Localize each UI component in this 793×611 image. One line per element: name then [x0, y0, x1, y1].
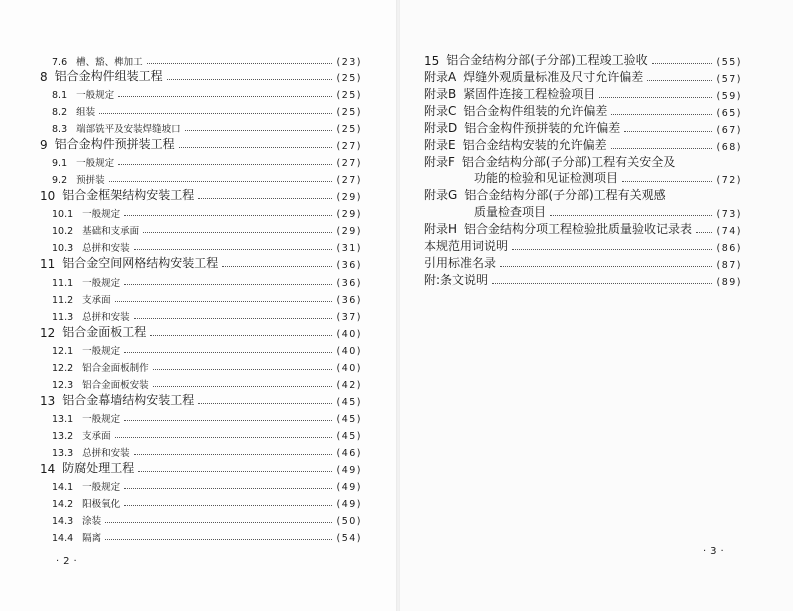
toc-dot-leader	[124, 488, 332, 489]
toc-entry	[424, 238, 742, 254]
toc-entry-title: 一般规定	[82, 209, 121, 220]
toc-dot-leader	[124, 284, 332, 285]
left-page-number: ·2·	[56, 556, 81, 567]
toc-entry-title: 涂装	[82, 516, 102, 527]
toc-dot-leader	[134, 249, 333, 250]
toc-dot-leader	[153, 369, 333, 370]
toc-entry	[424, 52, 742, 68]
toc-entry-title: 紧固件连接工程检验项目	[463, 87, 596, 101]
toc-entry-title: 铝合金构件组装的允许偏差	[463, 104, 608, 118]
toc-entry	[52, 273, 362, 289]
toc-entry-title: 组装	[76, 107, 96, 118]
toc-entry-title: 铝合金结构分部(子分部)工程竣工验收	[446, 53, 648, 67]
toc-dot-leader	[222, 266, 332, 267]
toc-entry-page: (73)	[716, 209, 742, 220]
toc-entry	[424, 103, 742, 119]
toc-entry-page: (72)	[716, 175, 742, 186]
toc-entry	[52, 341, 362, 357]
toc-entry-page: (25)	[336, 124, 362, 135]
toc-entry-page: (40)	[336, 346, 362, 357]
toc-dot-leader	[652, 63, 713, 64]
toc-dot-leader	[105, 522, 332, 523]
toc-entry-number: 8	[40, 70, 48, 84]
toc-dot-leader	[512, 249, 712, 250]
toc-entry-page: (25)	[336, 73, 362, 84]
toc-entry	[52, 238, 362, 254]
toc-entry	[52, 426, 362, 442]
toc-entry-title: 端部铣平及安装焊缝坡口	[76, 124, 181, 135]
toc-entry-page: (65)	[716, 108, 742, 119]
toc-dot-leader	[124, 352, 332, 353]
toc-dot-leader	[138, 471, 332, 472]
toc-dot-leader	[500, 266, 712, 267]
toc-entry-title: 铝合金结构安装的允许偏差	[462, 138, 607, 152]
toc-dot-leader	[134, 318, 333, 319]
toc-entry-title: 铝合金面板安装	[82, 380, 149, 391]
toc-entry	[424, 154, 742, 170]
toc-entry-title: 总拼和安装	[82, 448, 130, 459]
toc-entry-number: 15	[424, 54, 440, 68]
toc-entry-number: 14.3	[52, 516, 74, 527]
toc-entry-number: 12.2	[52, 363, 74, 374]
toc-entry-page: (27)	[336, 175, 362, 186]
toc-dot-leader	[105, 539, 332, 540]
book-gutter	[396, 0, 400, 611]
toc-dot-leader	[115, 301, 333, 302]
toc-entry-number: 附录D	[424, 121, 458, 135]
toc-entry-title: 支承面	[82, 431, 111, 442]
toc-entry-number: 11.1	[52, 278, 74, 289]
toc-entry	[424, 86, 742, 102]
toc-entry-page: (25)	[336, 90, 362, 101]
toc-entry-page: (87)	[716, 260, 742, 271]
toc-entry-title: 阳极氧化	[82, 499, 121, 510]
toc-entry	[52, 307, 362, 323]
toc-entry-number: 8.3	[52, 124, 68, 135]
toc-entry-title: 预拼装	[76, 175, 105, 186]
toc-entry	[424, 120, 742, 136]
toc-entry-number: 7.6	[52, 57, 68, 68]
toc-entry-number: 11	[40, 257, 56, 271]
toc-entry	[52, 528, 362, 544]
toc-entry-page: (25)	[336, 107, 362, 118]
toc-entry-page: (23)	[336, 57, 362, 68]
toc-entry-page: (42)	[336, 380, 362, 391]
toc-entry-number: 13.1	[52, 414, 74, 425]
toc-entry-title: 一般规定	[76, 90, 115, 101]
toc-entry-title: 铝合金框架结构安装工程	[62, 188, 195, 202]
toc-entry	[52, 153, 362, 169]
toc-entry-number: 14.2	[52, 499, 74, 510]
toc-entry	[40, 136, 362, 152]
toc-entry	[40, 392, 362, 408]
toc-entry-number: 14	[40, 462, 56, 476]
toc-dot-leader	[150, 335, 332, 336]
toc-entry	[52, 52, 362, 68]
toc-entry-number: 9.1	[52, 158, 68, 169]
toc-entry-page: (36)	[336, 295, 362, 306]
toc-entry	[424, 69, 742, 85]
toc-entry-page: (37)	[336, 312, 362, 323]
toc-entry-page: (40)	[336, 363, 362, 374]
toc-entry-page: (74)	[716, 226, 742, 237]
toc-entry-number: 13.3	[52, 448, 74, 459]
toc-dot-leader	[124, 420, 332, 421]
toc-entry	[40, 460, 362, 476]
toc-dot-leader	[118, 96, 332, 97]
toc-entry-page: (27)	[336, 141, 362, 152]
toc-entry-number: 14.4	[52, 533, 74, 544]
toc-entry-title: 基础和支承面	[82, 226, 140, 237]
toc-entry-number: 附录B	[424, 87, 457, 101]
toc-entry-page: (54)	[336, 533, 362, 544]
toc-entry-page: (29)	[336, 209, 362, 220]
toc-entry-title: 铝合金幕墙结构安装工程	[62, 393, 195, 407]
toc-entry-title: 隔离	[82, 533, 102, 544]
toc-entry	[52, 494, 362, 510]
toc-dot-leader	[134, 454, 333, 455]
toc-entry-number: 14.1	[52, 482, 74, 493]
toc-entry	[40, 255, 362, 271]
toc-entry-page: (67)	[716, 125, 742, 136]
toc-entry-title: 本规范用词说明	[424, 239, 509, 253]
toc-entry-title: 防腐处理工程	[62, 461, 135, 475]
toc-entry-title: 一般规定	[82, 414, 121, 425]
toc-entry-title: 槽、豁、榫加工	[76, 57, 143, 68]
toc-dot-leader	[599, 97, 712, 98]
toc-dot-leader	[611, 114, 712, 115]
toc-entry	[52, 221, 362, 237]
toc-entry	[424, 221, 742, 237]
toc-dot-leader	[622, 181, 712, 182]
toc-entry	[52, 290, 362, 306]
toc-dot-leader	[696, 232, 712, 233]
toc-entry-number: 12	[40, 326, 56, 340]
toc-dot-leader	[624, 131, 712, 132]
toc-entry	[424, 272, 742, 288]
toc-entry-page: (45)	[336, 397, 362, 408]
toc-entry-number: 附录H	[424, 222, 458, 236]
toc-entry-title: 附:条文说明	[424, 273, 489, 287]
toc-dot-leader	[143, 232, 332, 233]
toc-entry-title: 铝合金面板工程	[62, 325, 147, 339]
toc-entry-page: (68)	[716, 142, 742, 153]
toc-dot-leader	[115, 437, 333, 438]
toc-entry-number: 附录G	[424, 188, 458, 202]
toc-entry-title: 焊缝外观质量标准及尺寸允许偏差	[463, 70, 644, 84]
toc-entry-number: 9.2	[52, 175, 68, 186]
toc-entry-title: 一般规定	[76, 158, 115, 169]
toc-entry	[424, 255, 742, 271]
toc-dot-leader	[124, 215, 332, 216]
right-page-number: ·3·	[703, 546, 728, 557]
toc-entry-number: 10.3	[52, 243, 74, 254]
toc-entry-page: (50)	[336, 516, 362, 527]
toc-entry	[52, 204, 362, 220]
toc-entry	[40, 187, 362, 203]
toc-dot-leader	[611, 148, 713, 149]
toc-dot-leader	[198, 403, 332, 404]
toc-dot-leader	[550, 215, 712, 216]
toc-entry-title: 一般规定	[82, 482, 121, 493]
toc-entry-page: (29)	[336, 192, 362, 203]
toc-entry-number: 10.1	[52, 209, 74, 220]
toc-dot-leader	[185, 130, 333, 131]
toc-entry-page: (45)	[336, 431, 362, 442]
toc-entry-page: (55)	[716, 57, 742, 68]
toc-dot-leader	[147, 63, 333, 64]
toc-dot-leader	[167, 79, 333, 80]
toc-entry	[52, 409, 362, 425]
toc-entry-title: 一般规定	[82, 346, 121, 357]
toc-entry	[474, 204, 742, 220]
toc-entry-title: 功能的检验和见证检测项目	[474, 171, 619, 185]
toc-entry-title: 一般规定	[82, 278, 121, 289]
toc-entry	[40, 324, 362, 340]
toc-entry-number: 附录A	[424, 70, 457, 84]
toc-entry	[424, 187, 742, 203]
toc-entry	[52, 443, 362, 459]
toc-entry	[52, 511, 362, 527]
toc-entry-page: (89)	[716, 277, 742, 288]
toc-entry-page: (45)	[336, 414, 362, 425]
toc-entry-number: 8.1	[52, 90, 68, 101]
toc-entry	[52, 102, 362, 118]
toc-entry-title: 铝合金构件组装工程	[54, 69, 163, 83]
toc-entry-title: 铝合金构件预拼装的允许偏差	[464, 121, 621, 135]
toc-entry-title: 铝合金结构分项工程检验批质量验收记录表	[464, 222, 693, 236]
toc-dot-leader	[153, 386, 333, 387]
toc-dot-leader	[109, 181, 333, 182]
toc-dot-leader	[124, 505, 332, 506]
toc-entry-page: (27)	[336, 158, 362, 169]
toc-entry-title: 铝合金构件预拼装工程	[54, 137, 175, 151]
toc-entry-title: 总拼和安装	[82, 243, 130, 254]
toc-entry-number: 附录E	[424, 138, 456, 152]
toc-entry-number: 9	[40, 138, 48, 152]
toc-entry-number: 8.2	[52, 107, 68, 118]
toc-dot-leader	[99, 113, 332, 114]
toc-entry	[52, 170, 362, 186]
toc-entry-page: (31)	[336, 243, 362, 254]
toc-entry	[52, 85, 362, 101]
toc-entry-number: 10.2	[52, 226, 74, 237]
toc-entry	[424, 137, 742, 153]
toc-entry	[40, 68, 362, 84]
toc-entry-number: 10	[40, 189, 56, 203]
toc-entry-page: (49)	[336, 482, 362, 493]
toc-dot-leader	[118, 164, 332, 165]
toc-entry-page: (46)	[336, 448, 362, 459]
toc-entry-title: 支承面	[82, 295, 111, 306]
toc-entry-page: (49)	[336, 465, 362, 476]
toc-entry-title: 铝合金结构分部(子分部)工程有关安全及	[461, 155, 676, 169]
toc-entry-number: 12.3	[52, 380, 74, 391]
toc-entry-page: (29)	[336, 226, 362, 237]
toc-entry-number: 附录C	[424, 104, 457, 118]
toc-dot-leader	[179, 147, 333, 148]
toc-entry-page: (36)	[336, 260, 362, 271]
toc-entry-number: 11.2	[52, 295, 74, 306]
toc-entry-title: 铝合金空间网格结构安装工程	[62, 256, 219, 270]
toc-entry-title: 质量检查项目	[474, 205, 547, 219]
toc-entry-page: (59)	[716, 91, 742, 102]
toc-entry-page: (86)	[716, 243, 742, 254]
toc-entry	[474, 170, 742, 186]
toc-entry-number: 13.2	[52, 431, 74, 442]
toc-entry-title: 铝合金面板制作	[82, 363, 149, 374]
toc-dot-leader	[647, 80, 712, 81]
toc-entry-page: (49)	[336, 499, 362, 510]
toc-entry-number: 12.1	[52, 346, 74, 357]
toc-entry-title: 总拼和安装	[82, 312, 130, 323]
toc-entry-number: 11.3	[52, 312, 74, 323]
toc-dot-leader	[198, 198, 332, 199]
toc-entry-page: (36)	[336, 278, 362, 289]
toc-dot-leader	[492, 283, 712, 284]
toc-entry	[52, 477, 362, 493]
toc-entry-page: (40)	[336, 329, 362, 340]
toc-entry-title: 引用标准名录	[424, 256, 497, 270]
toc-entry	[52, 358, 362, 374]
toc-entry-number: 附录F	[424, 155, 455, 169]
toc-entry-title: 铝合金结构分部(子分部)工程有关观感	[464, 188, 666, 202]
toc-entry-page: (57)	[716, 74, 742, 85]
toc-entry	[52, 375, 362, 391]
toc-entry-number: 13	[40, 394, 56, 408]
toc-entry	[52, 119, 362, 135]
